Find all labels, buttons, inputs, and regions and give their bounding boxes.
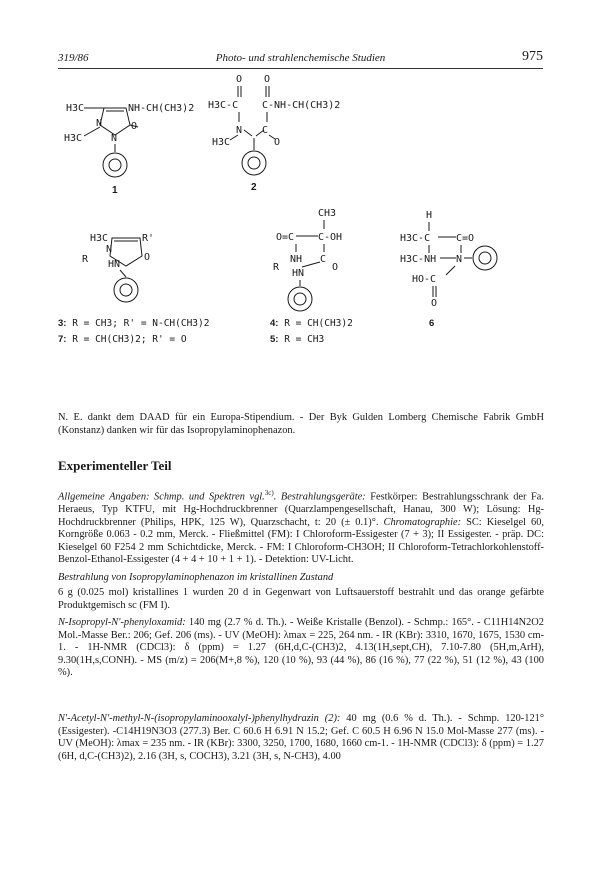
caption-6-number: 6	[429, 318, 435, 329]
general-body: Festkörper: Bestrahlungsschrank der Fa. Heraeus, Typ KTFU, mit Hg-Hochdruckbrenner (Quarzlampengesellschaft, Hanau, 300 W); Lösung: Hg-Hochdruckbrenner (Philips, HPK, 125 W), Quarzschacht, t: 20 (± 0.1)°.	[58, 491, 544, 528]
caption-compound-6	[429, 318, 434, 329]
header-title: Photo- und strahlenchemische Studien	[215, 52, 386, 64]
structure-3-7	[82, 233, 154, 302]
section-heading: Experimenteller Teil	[58, 458, 172, 473]
structure-1	[64, 103, 194, 196]
hydrazin-body: 40 mg (0.6 % d. Th.). - Schmp. 120-121° (Essigester). -C14H19N3O3 (277.3) Ber. C 60.6 H 6.91 N 15.2; Gef. C 60.5 H 6.96 N 15.0 Mol-Masse 277 (ms). - UV (MeOH): λmax = 235 nm. - IR (KBr): 3300, 3250, 1700, 1680, 1660 cm-1. - 1H-NMR (CDCl3): δ (ppm) = 1.27 (6H, d,C-(CH3)2), 2.16 (3H, s, COCH3), 3.21 (3H, s, N-CH3), 4.00	[58, 713, 544, 762]
s4-coh: C-OH	[318, 232, 343, 243]
s3-hn: HN	[108, 259, 121, 270]
s4-c: C	[320, 254, 327, 265]
structure-2-label: 2	[251, 182, 257, 193]
s3-r-prime: R'	[142, 233, 155, 244]
caption-5-number: 5:	[270, 334, 279, 345]
s2-acetyl: H3C-C	[208, 100, 239, 111]
s3-h3c: H3C	[90, 233, 109, 244]
irradiation-paragraph	[58, 587, 544, 612]
caption-compound-7	[58, 334, 187, 345]
s4-oxo: O	[332, 262, 339, 273]
s6-oxo: O	[431, 298, 438, 309]
structure-1-label: 1	[112, 185, 118, 196]
s2-h3c: H3C	[212, 137, 231, 148]
s1-n1: N	[96, 118, 103, 129]
caption-3-text: R = CH3; R' = N-CH(CH3)2	[72, 318, 210, 329]
caption-5-text: R = CH3	[284, 334, 325, 345]
acknowledgement-text: N. E. dankt dem DAAD für ein Europa-Stipendium. - Der Byk Gulden Lomberg Chemische Fabrik GmbH (Konstanz) danken wir für das Isopropylaminophenazon.	[58, 412, 544, 436]
s1-oxo: O	[131, 121, 138, 132]
oxamid-entry	[58, 617, 544, 680]
s1-n2: N	[111, 133, 118, 144]
structure-4-5	[273, 208, 342, 311]
hydrazin-entry	[58, 713, 544, 763]
irradiation-heading: Bestrahlung von Isopropylaminophenazon im kristallinen Zustand	[58, 572, 334, 583]
s6-n: N	[456, 254, 463, 265]
chromatography-body: SC: Kieselgel 60, Korngröße 0.063 - 0.2 mm, Merck. - Fließmittel (FM): I Chloroform-Essigester (7 + 3); II Essigester. - präp. DC: Kieselgel 60 F254 2 mm Schichtdicke, Merck. - FM: I Chloroform-CH3OH; II Chloroform-Tetrachlorkohlenstoff-Benzol-Ethanol-Essigester (4 + 4 + 10 + 1 + 1). - Detektion: UV-Licht.	[58, 516, 544, 566]
general-ref: 3c)	[264, 489, 274, 497]
s6-h: H	[426, 210, 433, 221]
s1-nh-isopropyl: NH-CH(CH3)2	[128, 103, 195, 114]
s4-ch3: CH3	[318, 208, 337, 219]
s2-n1: N	[236, 125, 243, 136]
caption-compound-3	[58, 318, 209, 329]
chromatography-label: Chromatographie:	[383, 516, 462, 528]
general-lead: Allgemeine Angaben: Schmp. und Spektren vgl.	[58, 491, 265, 503]
irradiation-text: 6 g (0.025 mol) kristallines 1 wurden 20 d in Gegenwart von Luftsauerstoff bestrahlt und das orange gefärbte Produktgemisch sc (FM I).	[58, 587, 544, 611]
header-journal-ref: 319/86	[58, 52, 89, 64]
s6-h3c-nh: H3C-NH	[400, 254, 437, 265]
caption-4-number: 4:	[270, 318, 279, 329]
oxamid-body: 140 mg (2.7 % d. Th.). - Weiße Kristalle (Benzol). - Schmp.: 165°. - C11H14N2O2 Mol.-Masse Ber.: 206; Gef. 206 (ms). - UV (MeOH): λmax = 225, 264 nm. - IR (KBr): 3310, 1670, 1675, 1530 cm-1. - 1H-NMR (CDCl3): δ (ppm) = 1.27 (6H,d,C-(CH3)2, 4.13(1H,sept,CH), 7.10-7.80 (5H,m,ArH), 9.30(1H,s,CONH). - MS (m/z) = 206(M+,8 %), 120 (10 %), 93 (44 %), 86 (16 %), 77 (22 %), 51 (12 %), 43 (100 %).	[58, 617, 544, 679]
s6-h3c-c: H3C-C	[400, 233, 431, 244]
page-number: 975	[522, 49, 543, 64]
general-lead2: . Bestrahlungsgeräte:	[273, 491, 366, 503]
hydrazin-name: N'-Acetyl-N'-methyl-N-(isopropylaminooxalyl-)phenylhydrazin (2):	[58, 713, 341, 724]
s6-ho-c: HO-C	[412, 274, 437, 285]
s2-amide: C-NH-CH(CH3)2	[262, 100, 341, 111]
caption-compound-5	[270, 334, 324, 345]
s1-h3c-top: H3C	[66, 103, 85, 114]
general-methods	[58, 487, 544, 567]
s2-oxo-left: O	[236, 74, 243, 85]
structure-6	[400, 210, 497, 309]
s6-co: C=O	[456, 233, 475, 244]
caption-compound-4	[270, 318, 353, 329]
s4-hn: HN	[292, 268, 305, 279]
caption-4-text: R = CH(CH3)2	[284, 318, 353, 329]
s3-oxo: O	[144, 252, 151, 263]
s2-c: C	[262, 125, 269, 136]
caption-7-number: 7:	[58, 334, 67, 345]
s3-r: R	[82, 254, 89, 265]
acknowledgement	[58, 412, 544, 437]
s4-oc: O=C	[276, 232, 295, 243]
caption-3-number: 3:	[58, 318, 67, 329]
caption-7-text: R = CH(CH3)2; R' = O	[72, 334, 187, 345]
s4-r: R	[273, 262, 280, 273]
structure-2	[208, 74, 340, 193]
s4-nh: NH	[290, 254, 303, 265]
s2-oxo-ring: O	[274, 137, 281, 148]
s2-oxo-right: O	[264, 74, 271, 85]
s1-h3c-bottom: H3C	[64, 133, 83, 144]
s3-n: N	[106, 244, 113, 255]
oxamid-name: N-Isopropyl-N'-phenyloxamid:	[58, 617, 186, 628]
